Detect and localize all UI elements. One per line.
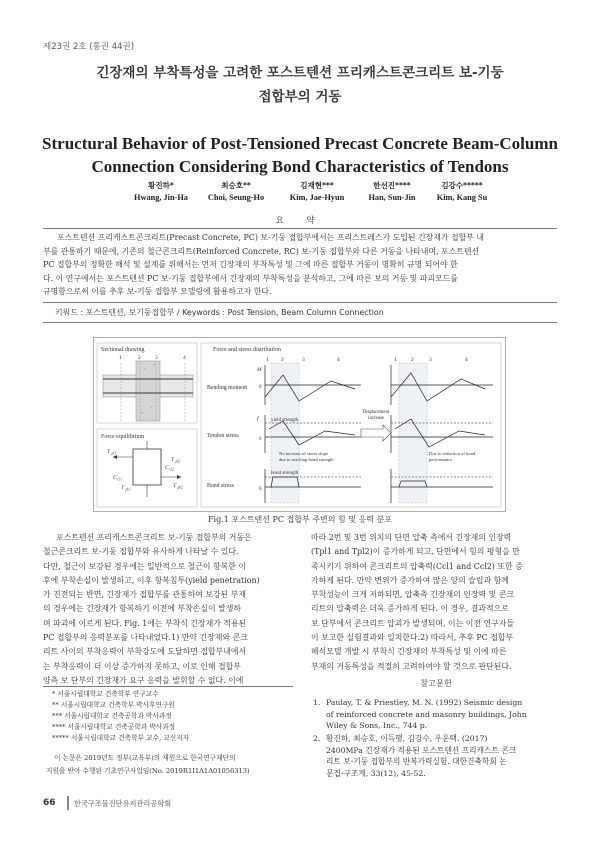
distribution-panel [201, 343, 501, 507]
dist-number: 3 [429, 357, 432, 363]
page-number: 66 [43, 798, 56, 808]
footnote: ** 서울시립대학교 건축학부 박사후연구원 [52, 701, 175, 709]
dist-number: 1 [394, 357, 397, 363]
zero-label: 0 [259, 385, 262, 390]
author-4 [357, 180, 427, 204]
abstract-top-rule [43, 228, 557, 229]
author-5-kr: 김강수***** [441, 181, 483, 190]
row-label-bending: Bending moment [207, 385, 248, 391]
body-line: 리트 사이의 부착응력이 부착강도에 도달하면 접합부내에서 [43, 647, 247, 657]
footnotes [52, 689, 297, 744]
figure-caption: Fig.1 포스트텐션 PC 접합부 주변의 힘 및 응력 분포 [207, 515, 393, 524]
note-left: due to reaching bond strength [279, 457, 334, 462]
title-en-line1: Structural Behavior of Post-Tensioned Precast Concrete Beam-Column [42, 134, 558, 153]
note-right: performance [429, 457, 453, 462]
reference-number: 2. [313, 734, 321, 743]
equilibrium-title: Force equilibrium [101, 434, 145, 440]
dist-number: 2 [411, 357, 414, 363]
row-label-bond: Bond stress [207, 483, 234, 489]
footnote: **** 서울시립대학교 건축공학과 박사과정 [52, 723, 176, 731]
keywords: 키워드 : 포스트텐션, 보기둥접합부 / Keywords : Post Tension, Beam Column Connection [55, 308, 384, 317]
eq-sub: pl2 [175, 459, 181, 464]
eq-label: T [171, 457, 175, 463]
abstract-line: 다. 이 연구에서는 포스트텐션 PC 보-기둥 접합부에서 긴장재의 부착특성을 분석하고, 그에 따른 보의 거동 및 파괴모드를 [43, 273, 458, 283]
footnote: *** 서울시립대학교 건축공학과 박사과정 [52, 712, 172, 720]
sectional-number: 2 [138, 355, 141, 361]
eq-label: C [113, 475, 117, 481]
eq-sub: pb1 [125, 487, 131, 492]
eq-label: T [121, 485, 125, 491]
body-line: 는 부착응력이 더 이상 증가하지 못하고, 이로 인해 접합부 [43, 661, 241, 671]
row-label-tendon: Tendon stress [207, 433, 239, 439]
bond-strength-label: bond strength [271, 471, 299, 476]
references-heading: 참고문헌 [420, 678, 452, 688]
funding-line: 이 논문은 2019년도 정부(교육부)의 재원으로 한국연구재단의 [54, 754, 236, 762]
eq-sub: pl1 [111, 451, 117, 456]
zero-label: 0 [259, 487, 262, 492]
eq-label: T [173, 483, 177, 489]
footnote: * 서울시립대학교 건축학부 연구교수 [52, 690, 159, 698]
zero-label: 0 [259, 437, 262, 442]
journal-name: 한국구조물진단유지관리공학회 [74, 799, 172, 808]
body-line: 다만, 철근이 보강된 경우에는 일반적으로 철근이 항복한 이 [43, 561, 247, 571]
dist-number: 3 [302, 357, 305, 363]
sectional-number: 1 [119, 355, 122, 361]
author-3 [277, 180, 357, 204]
author-2-en: Choi, Seung-Ho [207, 193, 265, 202]
footer-divider [67, 796, 69, 810]
reference-line: 문집-구조계, 33(12), 45-52. [326, 768, 426, 778]
figure-1 [93, 337, 506, 512]
eq-label: T [107, 449, 111, 455]
abstract-bottom-rule [43, 302, 557, 303]
eq-sub: cl1 [117, 477, 122, 482]
author-3-en: Kim, Jae-Hyun [289, 193, 345, 202]
reference-line: Paulay, T. & Priestley, M. N. (1992) Seismic design [326, 698, 523, 707]
abstract [43, 231, 557, 299]
abstract-line: PC 접합부의 정확한 해석 및 설계를 위해서는 먼저 긴장재의 부착특성 및 그에 따른 접합부 거동이 명확히 규명 되어야 한 [43, 260, 458, 270]
sectional-number: 4 [183, 355, 186, 361]
author-4-kr: 한선진**** [373, 181, 411, 190]
footnote: ***** 서울시립대학교 건축학부 교수, 교신저자 [52, 734, 190, 742]
displacement-label: Displacement [362, 410, 390, 415]
body-line: 철근콘크리트 보-기둥 접합부와 유사하게 나타날 수 있다. [43, 547, 239, 557]
body-line: 이 보고한 실험결과와 일치한다.2) 따라서, 추후 PC 접합부 [311, 633, 514, 643]
author-1 [126, 180, 196, 204]
sectional-number: 3 [155, 355, 158, 361]
body-line: 포스트텐션 프리캐스트콘크리트 보-기둥 접합부의 거동은 [56, 533, 252, 542]
keywords-rule [43, 322, 557, 323]
abstract-heading: 요 약 [275, 216, 325, 226]
body-right [311, 531, 561, 674]
body-line: 며 파괴에 이르게 된다. Fig. 1에는 부착식 긴장재가 적용된 [43, 618, 247, 628]
increase-label: increase [368, 416, 384, 421]
abstract-line: 포스트텐션 프리캐스트콘크리트(Precast Concrete, PC) 보-기둥 접합부에서는 프리스트레스가 도입된 긴장재가 접합부 내 [57, 233, 484, 242]
title-en-line2: Connection Considering Bond Characteristics of Tendons [91, 157, 509, 176]
reference-2 [313, 733, 561, 781]
body-line: 의 경우에는 긴장재가 항복하기 이전에 부착손실이 발생하 [43, 604, 241, 614]
body-line: 족시키기 위하여 콘크리트의 압축력(Ccl1 and Ccl2) 또한 증 [311, 561, 523, 571]
author-4-en: Han, Sun-Jin [368, 193, 416, 202]
author-5-en: Kim, Kang Su [436, 193, 488, 202]
title-kr-line2: 접합부의 거동 [258, 89, 342, 105]
body-line: 부재의 거동특성을 적절히 고려하여야 할 것으로 판단된다. [311, 661, 512, 671]
author-2-kr: 최승호** [221, 181, 251, 190]
dist-number: 4 [337, 357, 340, 363]
body-line: 따라 2번 및 3번 위치의 단면 압축 측에서 긴장재의 인장력 [311, 533, 512, 542]
reference-line: of reinforced concrete and masonry buildings, John [326, 709, 527, 719]
reference-line: 리트 보-기둥 접합부의 반복가력실험. 대한건축학회 논 [326, 757, 507, 767]
author-5 [427, 180, 497, 204]
m-axis-label: M [257, 367, 262, 373]
funding-line: 지원을 받아 수행된 기초연구사업임(No. 2019R1I1A1A01056313) [46, 767, 250, 775]
body-line: 양측 보 단부의 긴장재가 요구 응력을 발휘할 수 없다. 이에 [43, 675, 244, 685]
reference-line: 2400MPa 긴장재가 적용된 포스트텐션 프리캐스트 콘크 [326, 745, 517, 755]
f-axis-label: f [257, 416, 259, 422]
body-line: 가하게 된다. 만약 변위가 증가하여 많은 양의 슬립과 함께 [311, 575, 509, 585]
body-line: 부착성능이 크게 저하되면, 압축측 긴장재의 인장력 및 콘크 [311, 590, 515, 600]
dist-number: 2 [281, 357, 284, 363]
body-line: 보 단부에서 콘크리트 압괴가 발생되며, 이는 이전 연구자들 [311, 618, 515, 628]
body-line: PC 접합부의 응력분포를 나타내었다.1) 만약 긴장재와 콘크 [43, 633, 248, 643]
body-left [43, 531, 293, 688]
body-line: 가 진전되는 반면, 긴장재가 접합부를 관통하여 보강된 부재 [43, 590, 247, 600]
reference-line: 황진하, 최승호, 이득행, 김강수, 우운택. (2017) [326, 734, 488, 743]
yield-strength-label: yield strength [271, 418, 299, 423]
eq-sub: pb2 [177, 485, 183, 490]
body-line: 리트의 압축력은 더욱 증가하게 된다. 이 경우, 결과적으로 [311, 604, 509, 614]
reference-line: Wiley & Sons, Inc., 744 p. [326, 721, 428, 731]
body-line: 해석모델 개발 시 부착식 긴장재의 부착특성 및 이에 따른 [311, 647, 507, 657]
body-line: (Tpl1 and Tpl2)이 증가하게 되고, 단면에서 힘의 평형을 만 [311, 547, 520, 557]
footnote-rule [43, 686, 293, 687]
funding-note [46, 752, 296, 778]
author-1-kr: 황진하* [148, 181, 174, 190]
title-kr-line1: 긴장재의 부착특성을 고려한 포스트텐션 프리캐스트콘크리트 보-기둥 [96, 65, 504, 81]
abstract-line: 부를 관통하기 때문에, 기존의 철근콘크리트(Reinforced Concrete, RC) 보-기둥 접합부와 다른 거동을 나타내며, 포스트텐션 [43, 246, 480, 256]
author-3-kr: 김재현*** [300, 181, 334, 190]
eq-sub: cl2 [169, 467, 174, 472]
eq-label: C [165, 465, 169, 471]
abstract-line: 규명함으로써 이를 추후 보-기둥 접합부 모델링에 활용하고자 한다. [43, 287, 272, 297]
author-2 [196, 180, 276, 204]
dist-number: 4 [465, 357, 468, 363]
author-1-en: Hwang, Jin-Ha [134, 193, 188, 202]
body-line: 후에 부착손실이 발생하고, 이후 항복침투(yield penetration) [43, 575, 260, 585]
dist-number: 1 [266, 357, 269, 363]
note-right: Due to reduction of bond [429, 451, 476, 456]
reference-number: 1. [313, 698, 321, 707]
issue-label: 제23권 2호 (통권 44권) [43, 42, 135, 52]
distribution-title: Force and stress distribution [213, 347, 281, 353]
note-left: No increase of stress slope [279, 451, 328, 456]
sectional-title: Sectional drawing [101, 347, 145, 353]
